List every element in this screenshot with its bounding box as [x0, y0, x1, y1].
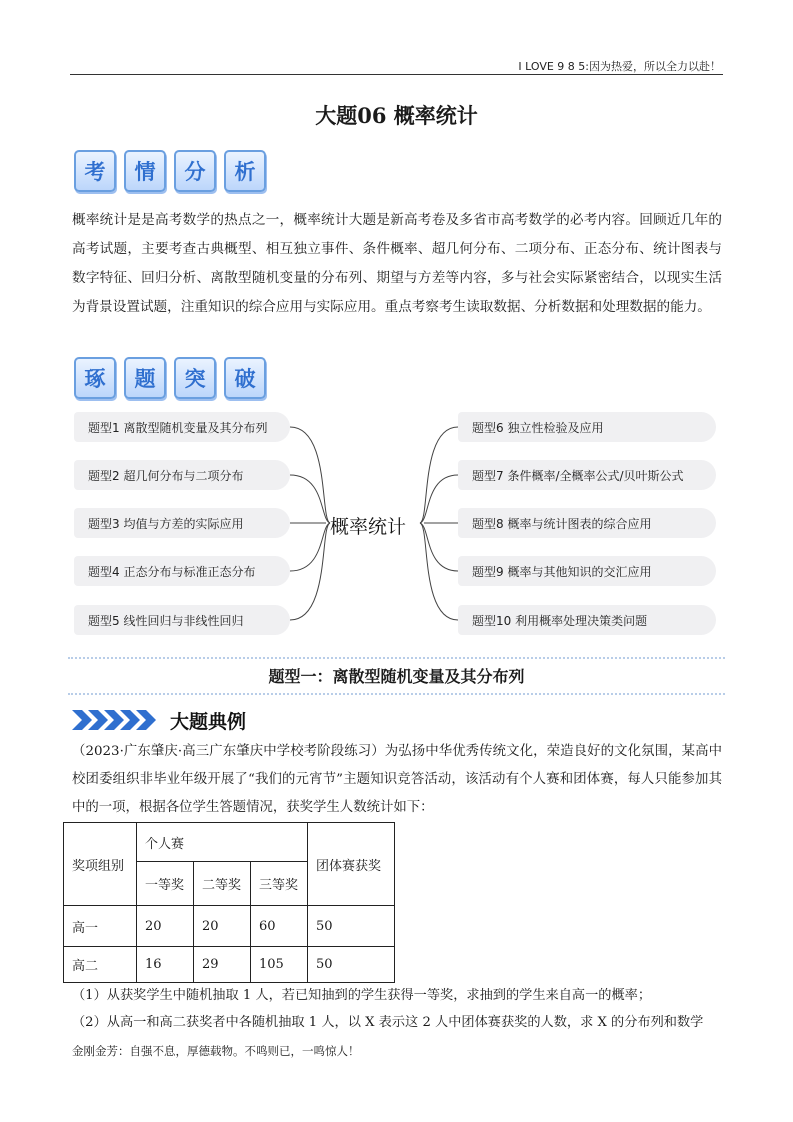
badge-char: 分 — [174, 150, 216, 192]
table-header-group: 奖项组别 — [64, 823, 137, 906]
chevron-arrows-icon — [72, 708, 164, 732]
section-title: 题型一：离散型随机变量及其分布列 — [268, 667, 525, 686]
mindmap-center: 概率统计 — [330, 516, 407, 538]
badge-char: 题 — [124, 357, 166, 399]
badge-char: 破 — [224, 357, 266, 399]
table-subheader: 一等奖 — [137, 862, 194, 906]
table-cell: 高二 — [64, 947, 137, 983]
table-header-team: 团体赛获奖 — [308, 823, 395, 906]
mindmap-right-item: 题型7 条件概率/全概率公式/贝叶斯公式 — [458, 460, 716, 490]
question-2: （2）从高一和高二获奖者中各随机抽取 1 人，以 X 表示这 2 人中团体赛获奖的人数，求 X 的分布列和数学 — [72, 1015, 704, 1030]
mindmap-right-item: 题型8 概率与统计图表的综合应用 — [458, 508, 716, 538]
question-1: （1）从获奖学生中随机抽取 1 人，若已知抽到的学生获得一等奖，求抽到的学生来自高一的概率； — [72, 988, 652, 1003]
mindmap-left-item: 题型5 线性回归与非线性回归 — [74, 605, 290, 635]
header-motto: I LOVE 9 8 5:因为热爱，所以全力以赴！ — [518, 60, 721, 73]
table-cell: 高一 — [64, 906, 137, 947]
example-heading: 大题典例 — [170, 711, 247, 733]
badge-char: 考 — [74, 150, 116, 192]
mindmap-right-item: 题型10 利用概率处理决策类问题 — [458, 605, 716, 635]
badge-char: 情 — [124, 150, 166, 192]
problem-statement: （2023·广东肇庆·高三广东肇庆中学校考阶段练习）为弘扬中华优秀传统文化，荣造良好的文化氛围，某高中校团委组织非毕业年级开展了“我们的元宵节”主题知识竞答活动，该活动有个人赛和团体赛，每人只能参加其中的一项，根据各位学生答题情况，获奖学生人数统计如下： — [72, 744, 722, 815]
badge-char: 突 — [174, 357, 216, 399]
badge-char: 琢 — [74, 357, 116, 399]
badge-char: 析 — [224, 150, 266, 192]
table-subheader: 二等奖 — [194, 862, 251, 906]
section-divider-top — [68, 657, 725, 659]
mindmap-left-item: 题型2 超几何分布与二项分布 — [74, 460, 290, 490]
footer-motto: 金刚金芳：自强不息，厚德载物。不鸣则已，一鸣惊人！ — [72, 1044, 360, 1058]
table-cell: 20 — [137, 906, 194, 947]
table-cell: 29 — [194, 947, 251, 983]
table-cell: 16 — [137, 947, 194, 983]
table-cell: 60 — [251, 906, 308, 947]
mindmap-left-item: 题型3 均值与方差的实际应用 — [74, 508, 290, 538]
table-cell: 105 — [251, 947, 308, 983]
award-statistics-table — [63, 822, 395, 983]
table-header-individual: 个人赛 — [137, 823, 308, 862]
table-subheader: 三等奖 — [251, 862, 308, 906]
table-row — [64, 906, 395, 947]
table-cell: 20 — [194, 906, 251, 947]
mindmap-left-item: 题型1 离散型随机变量及其分布列 — [74, 412, 290, 442]
table-cell: 50 — [308, 947, 395, 983]
section-divider-bottom — [68, 693, 725, 695]
page-title: 大题06 概率统计 — [315, 103, 478, 128]
mindmap-right-item: 题型6 独立性检验及应用 — [458, 412, 716, 442]
table-cell: 50 — [308, 906, 395, 947]
mindmap-right-item: 题型9 概率与其他知识的交汇应用 — [458, 556, 716, 586]
mindmap-left-item: 题型4 正态分布与标准正态分布 — [74, 556, 290, 586]
table-row — [64, 947, 395, 983]
intro-paragraph: 概率统计是是高考数学的热点之一，概率统计大题是新高考卷及多省市高考数学的必考内容。回顾近几年的高考试题，主要考查古典概型、相互独立事件、条件概率、超几何分布、二项分布、正态分布、统计图表与数字特征、回归分析、离散型随机变量的分布列、期望与方差等内容，多与社会实际紧密结合，以现实生活为背景设置试题，注重知识的综合应用与实际应用。重点考察考生读取数据、分析数据和处理数据的能力。 — [72, 212, 722, 315]
